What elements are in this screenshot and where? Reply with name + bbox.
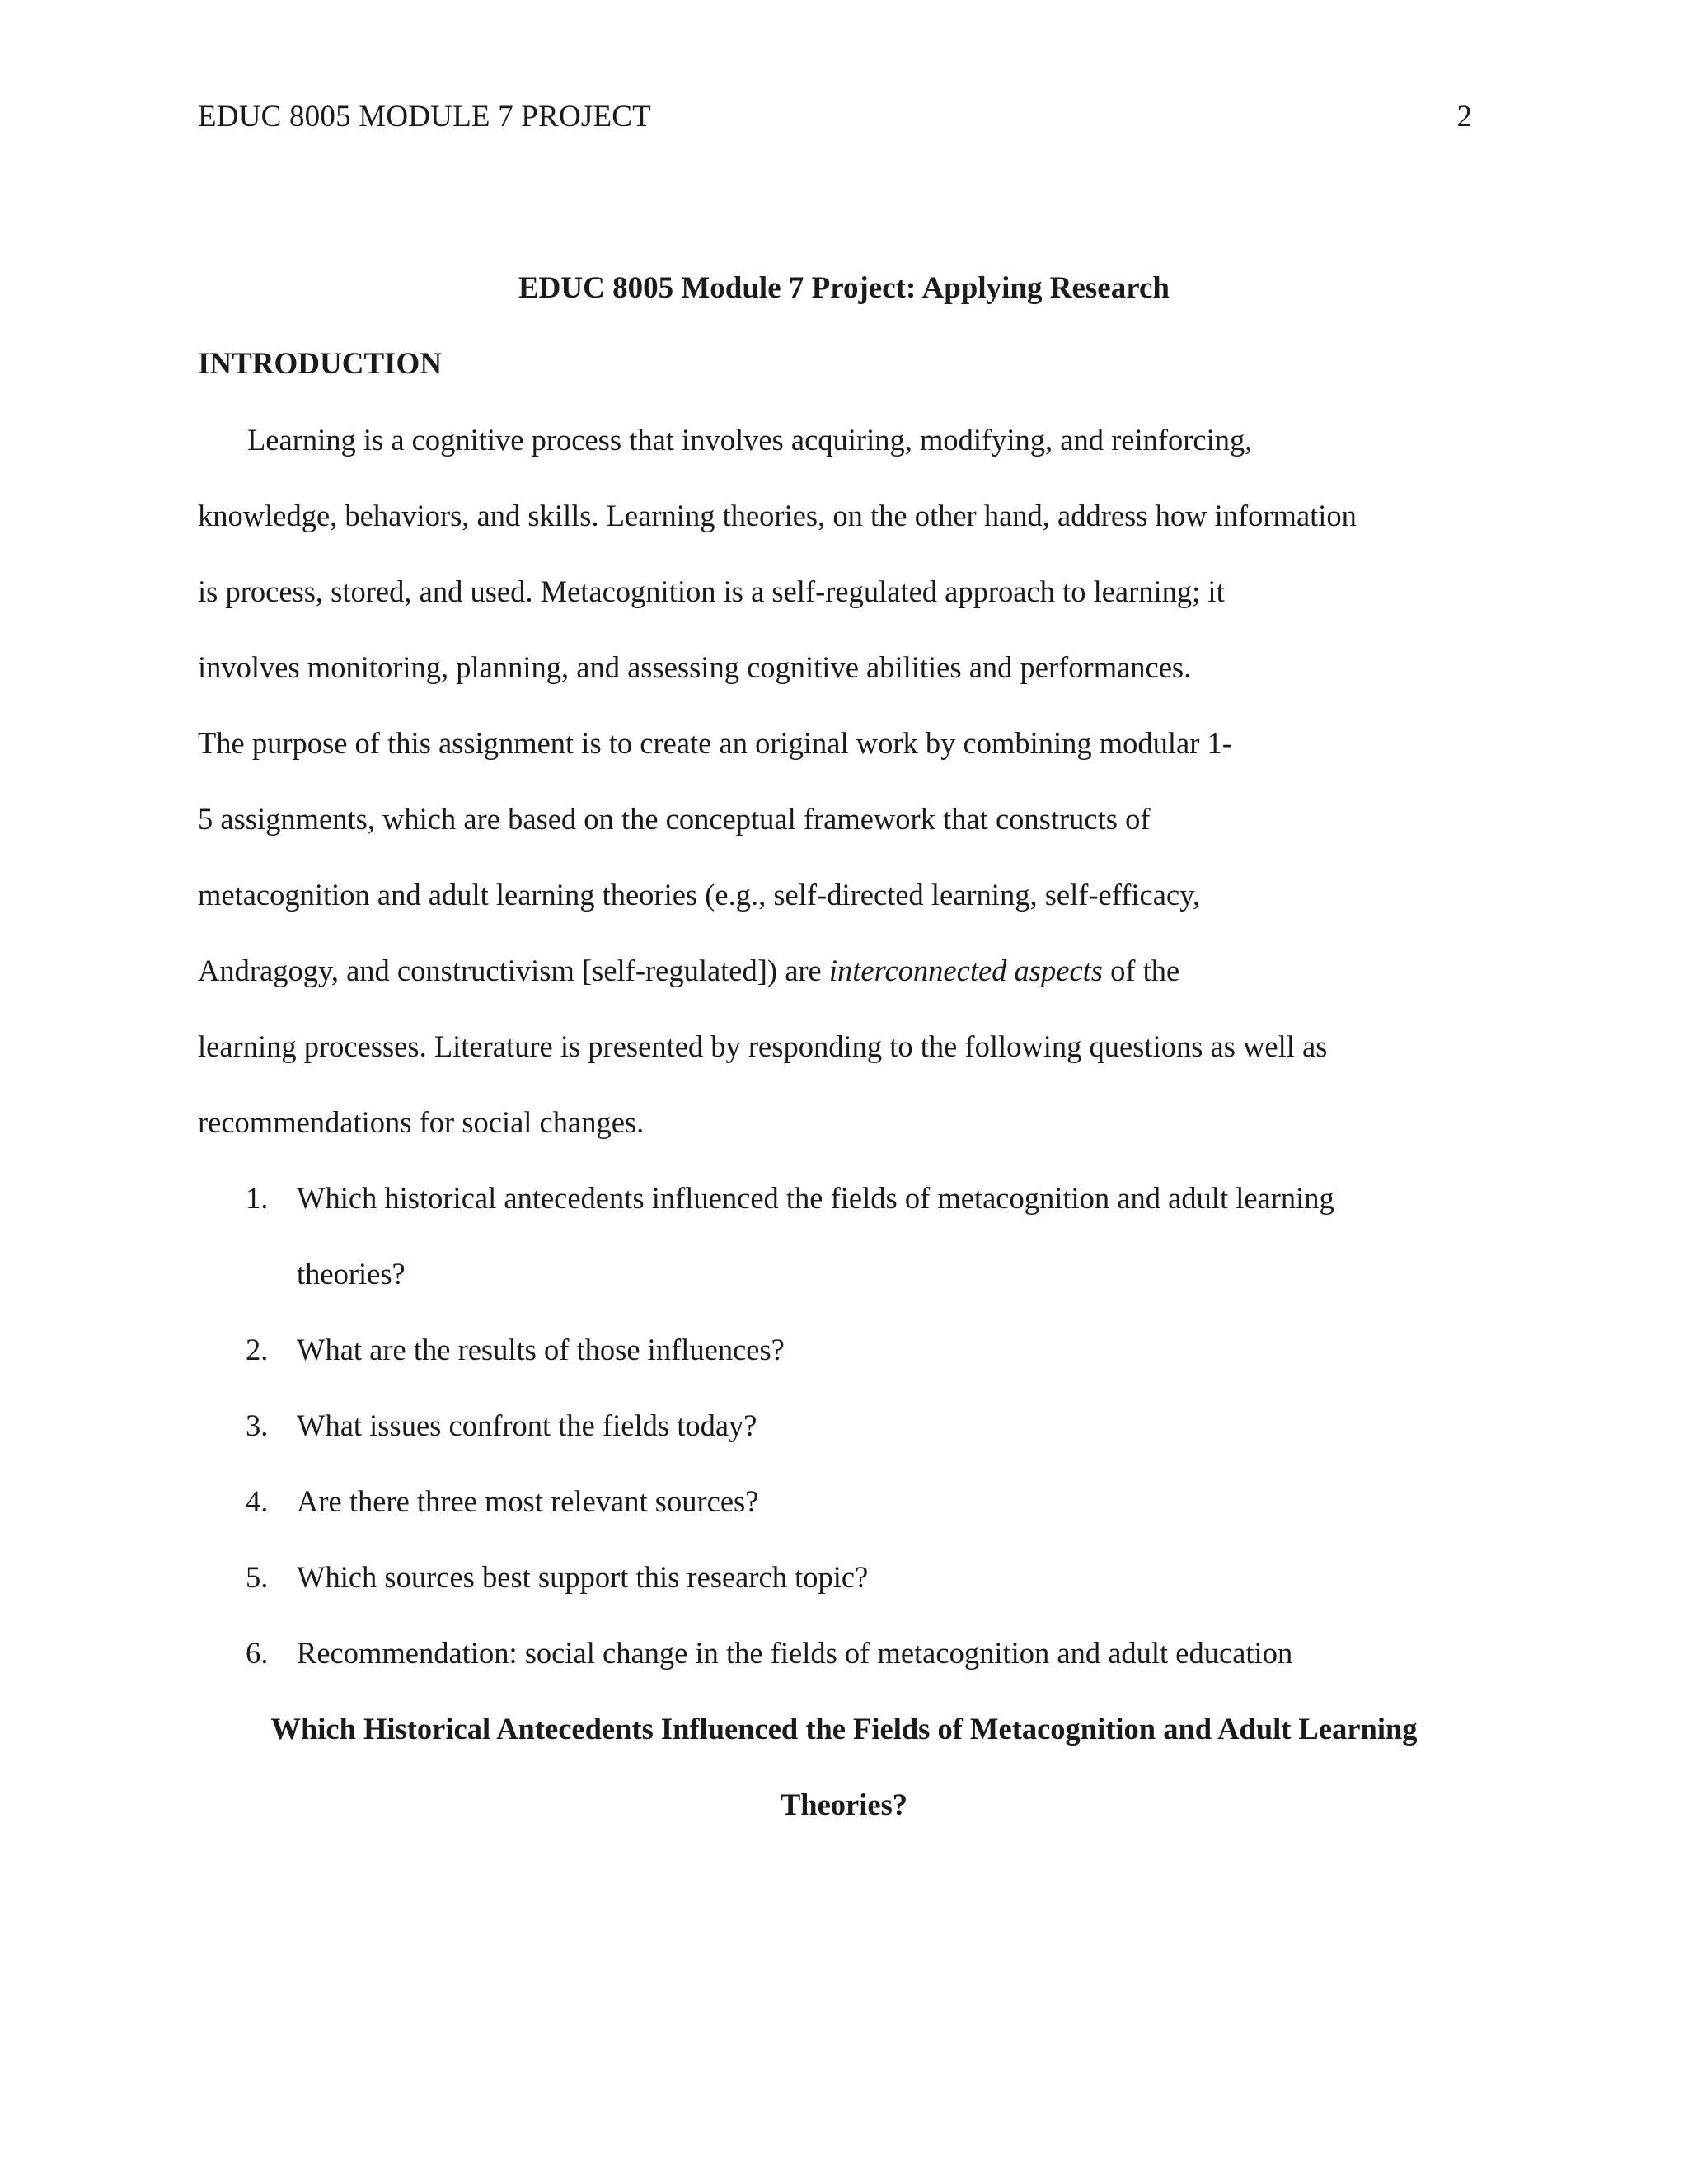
introduction-heading: INTRODUCTION	[198, 347, 443, 381]
list-item-number: 1.	[246, 1181, 269, 1215]
paragraph-line	[198, 951, 1179, 991]
paragraph-line: recommendations for social changes.	[198, 1105, 645, 1139]
list-item: Which sources best support this research topic?	[297, 1560, 869, 1594]
section-heading-continuation: Theories?	[780, 1788, 908, 1821]
paragraph-line: The purpose of this assignment is to create an original work by combining modular 1-	[198, 726, 1232, 760]
document-title: EDUC 8005 Module 7 Project: Applying Research	[518, 271, 1170, 305]
list-item: Are there three most relevant sources?	[297, 1484, 759, 1518]
list-item-number: 5.	[246, 1560, 269, 1594]
list-item: Recommendation: social change in the fields of metacognition and adult education	[297, 1636, 1293, 1670]
paragraph-line: Learning is a cognitive process that involves acquiring, modifying, and reinforcing,	[247, 423, 1253, 457]
list-item-number: 2.	[246, 1333, 269, 1366]
list-item-number: 3.	[246, 1408, 269, 1442]
paragraph-line: knowledge, behaviors, and skills. Learning theories, on the other hand, address how information	[198, 499, 1357, 532]
paragraph-line: is process, stored, and used. Metacognition is a self-regulated approach to learning; it	[198, 574, 1225, 608]
list-item-number: 4.	[246, 1484, 269, 1518]
paragraph-line: metacognition and adult learning theories (e.g., self-directed learning, self-efficacy,	[198, 878, 1201, 912]
paragraph-line: 5 assignments, which are based on the conceptual framework that constructs of	[198, 802, 1151, 836]
running-head: EDUC 8005 MODULE 7 PROJECT	[198, 100, 651, 134]
paragraph-text: Andragogy, and constructivism [self-regulated]) are	[198, 954, 829, 987]
list-item-number: 6.	[246, 1636, 269, 1670]
list-item: What are the results of those influences?	[297, 1333, 785, 1366]
section-heading: Which Historical Antecedents Influenced the Fields of Metacognition and Adult Learning	[270, 1712, 1418, 1746]
list-item: What issues confront the fields today?	[297, 1408, 757, 1442]
page-number: 2	[1456, 100, 1472, 134]
list-item-continuation: theories?	[297, 1257, 406, 1291]
list-item: Which historical antecedents influenced the fields of metacognition and adult learning	[297, 1181, 1334, 1215]
paragraph-line: involves monitoring, planning, and assessing cognitive abilities and performances.	[198, 650, 1192, 684]
emphasized-text: interconnected aspects	[828, 954, 1103, 987]
paragraph-line: learning processes. Literature is presented by responding to the following questions as well as	[198, 1029, 1328, 1063]
paragraph-text: of the	[1103, 954, 1180, 987]
